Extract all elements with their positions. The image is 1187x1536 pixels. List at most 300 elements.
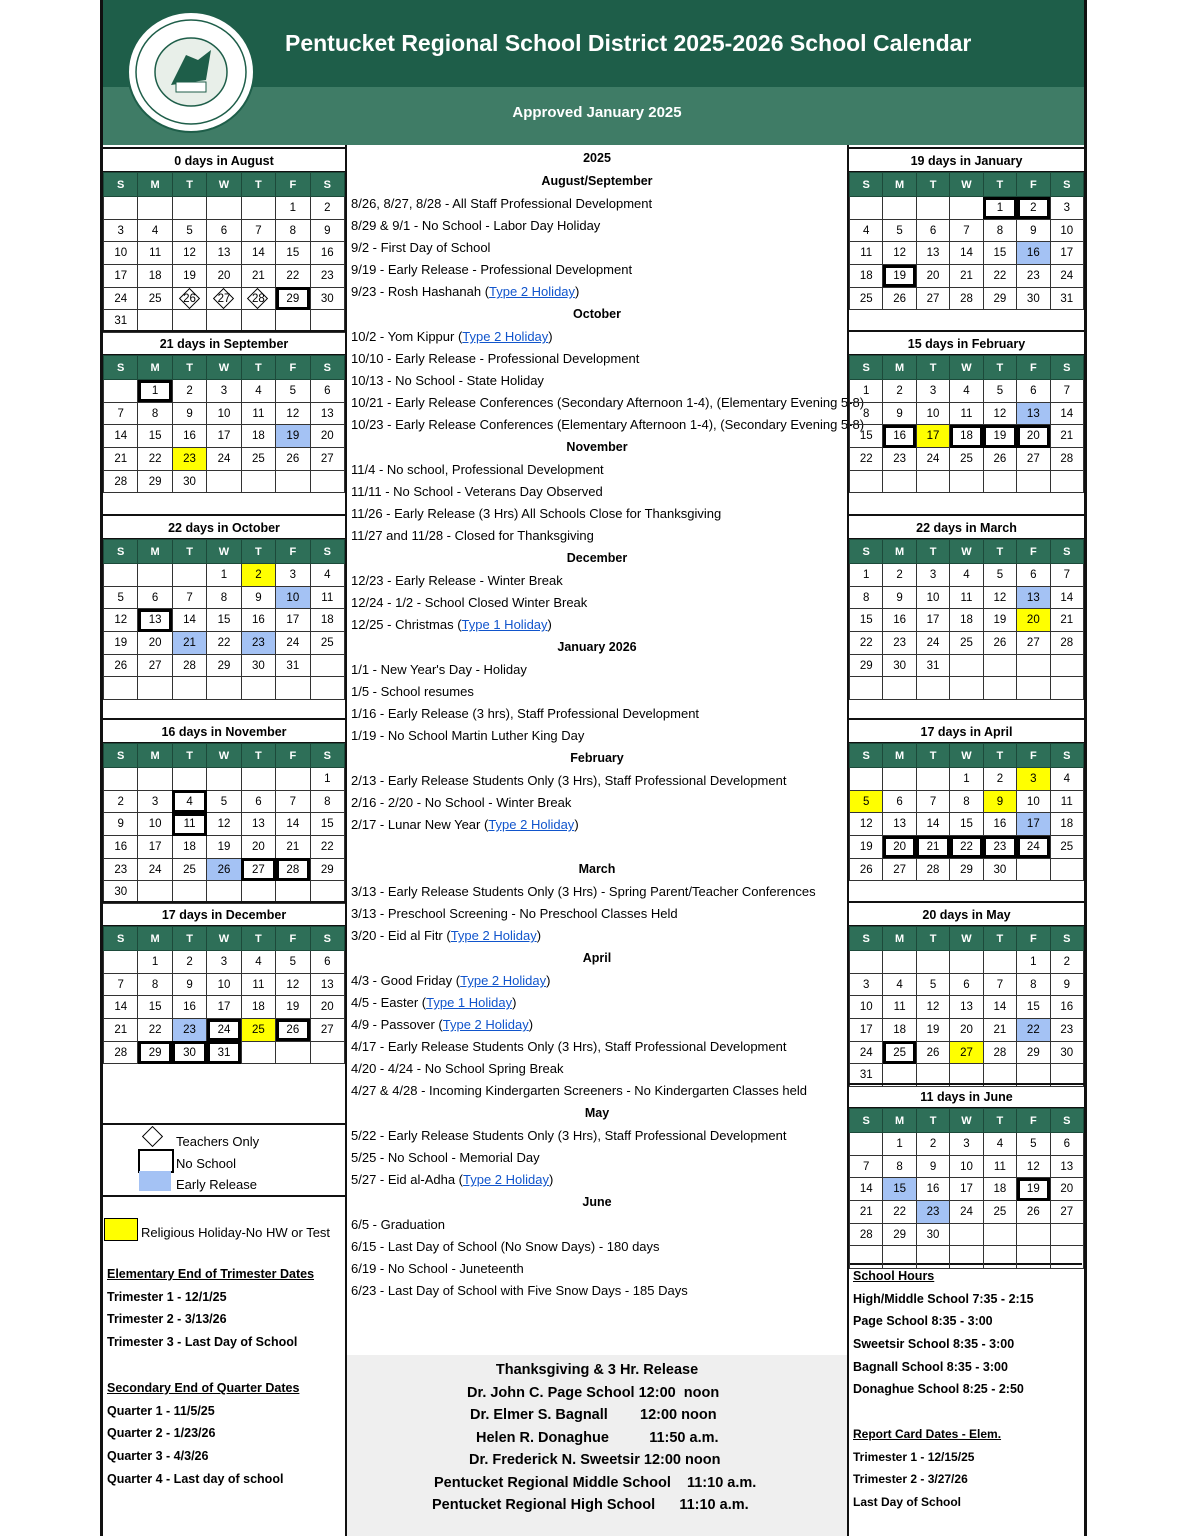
event-item — [347, 392, 865, 414]
weekday-header: T — [241, 356, 275, 380]
day-number: 31 — [114, 315, 128, 328]
weekday-header: F — [1017, 1109, 1050, 1133]
day-cell — [950, 564, 983, 587]
day-number: 10 — [926, 591, 940, 604]
day-number: 15 — [960, 818, 973, 831]
day-cell — [276, 425, 310, 448]
weekday-header: T — [916, 1109, 949, 1133]
day-number: 20 — [252, 840, 265, 853]
day-number: 18 — [960, 430, 973, 443]
holiday-type-link[interactable]: Type 2 Holiday — [489, 284, 576, 299]
day-number: 22 — [148, 1023, 162, 1036]
day-number: 2 — [996, 772, 1004, 785]
day-cell — [983, 265, 1016, 288]
day-number: 1 — [289, 201, 297, 214]
day-cell — [983, 951, 1016, 974]
quarter-item: Quarter 3 - 4/3/26 — [107, 1449, 209, 1464]
day-number: 11 — [183, 818, 196, 831]
day-number: 18 — [252, 430, 265, 443]
day-cell — [207, 768, 241, 791]
event-text: 1/19 - No School Martin Luther King Day — [351, 728, 585, 743]
day-number: 23 — [993, 840, 1007, 853]
release-item: Dr. Elmer S. Bagnall 12:00 noon — [470, 1407, 717, 1423]
day-number: 27 — [926, 292, 940, 305]
day-cell — [104, 1019, 138, 1042]
day-number: 7 — [1063, 384, 1070, 397]
day-number: 18 — [183, 840, 196, 853]
day-number: 27 — [320, 1023, 334, 1036]
section-heading: January 2026 — [557, 640, 637, 654]
day-cell — [916, 632, 949, 655]
weekday-header: S — [1050, 1109, 1083, 1133]
event-text: 3/13 - Early Release Students Only (3 Hrs) - Spring Parent/Teacher Conferences — [351, 884, 816, 899]
day-cell — [276, 242, 310, 265]
weekday-header: S — [104, 744, 138, 768]
event-item — [347, 903, 847, 925]
day-cell — [850, 996, 883, 1019]
school-hours-item: Donaghue School 8:25 - 2:50 — [853, 1382, 1024, 1397]
day-number: 19 — [217, 840, 231, 853]
day-cell — [950, 836, 983, 859]
day-number: 11 — [960, 591, 973, 604]
day-number: 6 — [1030, 384, 1037, 397]
event-text: 11/11 - No School - Veterans Day Observed — [351, 484, 603, 499]
day-cell — [1050, 586, 1083, 609]
day-number: 19 — [993, 430, 1007, 443]
day-number: 30 — [183, 1046, 196, 1059]
trimester-heading: Elementary End of Trimester Dates — [107, 1267, 315, 1281]
day-cell — [104, 609, 138, 632]
day-number: 24 — [217, 452, 231, 465]
weekday-header: W — [207, 927, 241, 951]
day-cell — [950, 1201, 983, 1224]
weekday-header: F — [276, 540, 310, 564]
day-cell — [883, 242, 916, 265]
day-cell — [172, 790, 206, 813]
day-cell — [1050, 951, 1083, 974]
day-cell — [1017, 632, 1050, 655]
day-number: 19 — [286, 430, 300, 443]
day-cell — [850, 677, 883, 700]
weekday-header: W — [950, 927, 983, 951]
day-number: 11 — [1060, 795, 1073, 808]
day-number: 30 — [1026, 292, 1040, 305]
day-cell — [916, 768, 949, 791]
day-number: 12 — [217, 818, 231, 831]
day-number: 3 — [220, 384, 228, 397]
day-number: 22 — [1026, 1023, 1040, 1036]
section-heading: March — [578, 862, 616, 876]
day-cell — [172, 197, 206, 220]
day-cell — [916, 677, 949, 700]
day-number: 13 — [217, 247, 231, 260]
day-cell — [1017, 1133, 1050, 1156]
event-text: 1/1 - New Year's Day - Holiday — [351, 662, 527, 677]
day-cell — [207, 790, 241, 813]
event-text: 2/13 - Early Release Students Only (3 Hrs), Staff Professional Development — [351, 773, 787, 788]
day-number: 20 — [320, 430, 334, 443]
day-cell — [983, 586, 1016, 609]
day-cell — [207, 609, 241, 632]
event-item — [347, 370, 847, 392]
day-number: 10 — [148, 818, 162, 831]
weekday-header: W — [950, 744, 983, 768]
day-cell — [1050, 219, 1083, 242]
day-number: 4 — [896, 978, 903, 991]
day-cell — [883, 1246, 916, 1269]
day-cell — [104, 654, 138, 677]
day-number: 3 — [220, 955, 228, 968]
event-text: 12/25 - Christmas ( — [351, 617, 462, 632]
holiday-type-link[interactable]: Type 1 Holiday — [461, 617, 548, 632]
day-cell — [1017, 1246, 1050, 1269]
event-item — [347, 1036, 847, 1058]
event-text: 9/2 - First Day of School — [351, 240, 491, 255]
day-cell — [241, 564, 275, 587]
day-cell — [172, 1019, 206, 1042]
day-number: 12 — [114, 614, 128, 627]
day-number: 20 — [1060, 1183, 1074, 1196]
day-cell — [138, 1019, 172, 1042]
day-cell — [983, 609, 1016, 632]
weekday-header: S — [1050, 927, 1083, 951]
day-number: 25 — [148, 292, 162, 305]
day-cell — [916, 219, 949, 242]
day-number: 22 — [286, 269, 300, 282]
holiday-type-link[interactable]: Type 2 Holiday — [442, 1017, 529, 1032]
day-number: 1 — [863, 568, 870, 581]
day-cell — [1050, 265, 1083, 288]
month-calendar — [849, 1083, 1084, 1269]
day-number: 4 — [963, 384, 970, 397]
day-cell — [850, 609, 883, 632]
day-number: 27 — [1060, 1205, 1074, 1218]
holiday-type-link[interactable]: Type 1 Holiday — [426, 995, 513, 1010]
event-item — [347, 570, 847, 592]
event-item — [347, 1236, 847, 1258]
day-number: 7 — [1063, 568, 1070, 581]
event-text: 1/5 - School resumes — [351, 684, 474, 699]
day-number: 12 — [926, 1001, 940, 1014]
release-item: Pentucket Regional Middle School 11:10 a.m. — [434, 1474, 757, 1491]
day-number: 6 — [896, 795, 903, 808]
day-number: 17 — [1026, 818, 1040, 831]
day-cell — [883, 768, 916, 791]
day-cell — [916, 951, 949, 974]
day-cell — [850, 242, 883, 265]
day-number: 9 — [896, 591, 903, 604]
day-number: 17 — [217, 1001, 231, 1014]
month-grid — [103, 926, 345, 1064]
day-number: 21 — [926, 840, 940, 853]
day-number: 7 — [117, 978, 124, 991]
day-number: 30 — [320, 292, 334, 305]
day-number: 19 — [893, 269, 907, 282]
day-number: 1 — [151, 384, 159, 397]
day-cell — [950, 1246, 983, 1269]
day-number: 15 — [859, 614, 873, 627]
day-number: 4 — [186, 795, 193, 808]
day-cell — [276, 1041, 310, 1064]
month-grid — [849, 743, 1084, 881]
day-number: 10 — [1026, 795, 1040, 808]
day-number: 7 — [963, 224, 970, 237]
month-calendar — [103, 514, 345, 700]
day-cell — [1050, 1133, 1083, 1156]
day-number: 2 — [186, 955, 193, 968]
event-text: 2/17 - Lunar New Year ( — [351, 817, 489, 832]
day-number: 9 — [1063, 978, 1070, 991]
day-number: 29 — [148, 1046, 162, 1059]
day-number: 1 — [963, 772, 970, 785]
school-hours-item: Page School 8:35 - 3:00 — [853, 1314, 993, 1329]
weekday-header: W — [950, 356, 983, 380]
holiday-type-link[interactable]: Type 2 Holiday — [460, 973, 547, 988]
day-cell — [1050, 448, 1083, 471]
day-number: 16 — [926, 1183, 940, 1196]
day-cell — [207, 677, 241, 700]
day-number: 13 — [960, 1001, 973, 1014]
legend-no-school: No School — [176, 1156, 236, 1171]
day-number: 2 — [896, 568, 903, 581]
day-cell — [310, 197, 344, 220]
day-cell — [310, 564, 344, 587]
event-text-end: ) — [548, 329, 553, 344]
day-number: 3 — [1030, 772, 1037, 785]
holiday-type-link[interactable]: Type 2 Holiday — [463, 1172, 550, 1187]
day-cell — [104, 790, 138, 813]
day-number: 21 — [252, 269, 265, 282]
day-cell — [1017, 813, 1050, 836]
day-number: 20 — [217, 269, 231, 282]
day-cell — [172, 586, 206, 609]
weekday-header: S — [850, 927, 883, 951]
day-cell — [883, 632, 916, 655]
day-number: 28 — [286, 863, 300, 876]
day-cell — [276, 470, 310, 493]
weekday-header: T — [241, 744, 275, 768]
day-number: 20 — [926, 269, 940, 282]
weekday-header: W — [950, 1109, 983, 1133]
day-number: 19 — [859, 840, 873, 853]
day-cell — [950, 1133, 983, 1156]
day-number: 19 — [114, 636, 128, 649]
events-list — [347, 145, 865, 1302]
day-cell — [916, 1223, 949, 1246]
day-number: 25 — [183, 863, 196, 876]
day-cell — [241, 973, 275, 996]
month-grid — [849, 539, 1084, 700]
day-number: 6 — [963, 978, 970, 991]
weekday-header: T — [983, 173, 1016, 197]
day-cell — [172, 448, 206, 471]
event-item — [347, 1125, 847, 1147]
event-text: 12/24 - 1/2 - School Closed Winter Break — [351, 595, 588, 610]
weekday-header: W — [950, 173, 983, 197]
day-cell — [916, 197, 949, 220]
day-cell — [916, 790, 949, 813]
day-number: 10 — [286, 591, 300, 604]
day-cell — [172, 973, 206, 996]
day-cell — [172, 813, 206, 836]
day-number: 29 — [859, 659, 873, 672]
month-grid — [103, 539, 345, 700]
day-number: 1 — [1030, 955, 1037, 968]
day-cell — [104, 287, 138, 310]
day-number: 12 — [993, 407, 1007, 420]
left-column — [103, 145, 347, 1536]
day-number: 30 — [993, 863, 1007, 876]
day-cell — [916, 470, 949, 493]
day-cell — [241, 790, 275, 813]
day-number: 3 — [863, 978, 870, 991]
quarter-heading: Secondary End of Quarter Dates — [107, 1381, 300, 1395]
month-calendar — [103, 330, 345, 493]
day-cell — [241, 677, 275, 700]
day-cell — [104, 951, 138, 974]
day-cell — [883, 586, 916, 609]
day-number: 4 — [1063, 772, 1070, 785]
day-cell — [276, 836, 310, 859]
day-number: 13 — [148, 614, 162, 627]
day-cell — [850, 1223, 883, 1246]
day-number: 29 — [993, 292, 1007, 305]
event-text: 6/23 - Last Day of School with Five Snow Days - 185 Days — [351, 1283, 688, 1298]
day-cell — [883, 654, 916, 677]
day-cell — [1050, 768, 1083, 791]
day-number: 10 — [217, 407, 231, 420]
day-cell — [1050, 1223, 1083, 1246]
event-text: 4/9 - Passover ( — [351, 1017, 443, 1032]
event-text: 5/25 - No School - Memorial Day — [351, 1150, 540, 1165]
day-cell — [207, 1019, 241, 1042]
day-cell — [310, 380, 344, 403]
event-item — [347, 237, 847, 259]
day-number: 12 — [859, 818, 873, 831]
day-cell — [310, 470, 344, 493]
day-number: 7 — [863, 1160, 870, 1173]
day-cell — [1050, 790, 1083, 813]
day-number: 20 — [893, 840, 907, 853]
day-number: 26 — [286, 1023, 300, 1036]
section-heading: November — [566, 440, 628, 454]
day-cell — [172, 380, 206, 403]
weekday-header: S — [1050, 744, 1083, 768]
day-cell — [241, 470, 275, 493]
day-cell — [950, 996, 983, 1019]
event-text: 3/13 - Preschool Screening - No Preschool Classes Held — [351, 906, 678, 921]
holiday-type-link[interactable]: Type 2 Holiday — [462, 329, 549, 344]
day-number: 11 — [860, 247, 873, 260]
day-cell — [1050, 677, 1083, 700]
day-number: 8 — [863, 407, 870, 420]
day-number: 21 — [286, 840, 300, 853]
weekday-header: T — [916, 173, 949, 197]
day-cell — [983, 197, 1016, 220]
month-title: 16 days in November — [103, 718, 345, 743]
day-cell — [138, 564, 172, 587]
day-cell — [276, 813, 310, 836]
day-cell — [104, 402, 138, 425]
day-cell — [1050, 402, 1083, 425]
day-number: 10 — [217, 978, 231, 991]
day-cell — [138, 448, 172, 471]
event-text-end: ) — [574, 817, 579, 832]
day-cell — [276, 858, 310, 881]
day-cell — [310, 242, 344, 265]
day-cell — [916, 448, 949, 471]
day-number: 23 — [1060, 1023, 1074, 1036]
holiday-type-link[interactable]: Type 2 Holiday — [450, 928, 537, 943]
day-cell — [172, 265, 206, 288]
day-number: 23 — [183, 452, 196, 465]
day-cell — [916, 1246, 949, 1269]
day-number: 28 — [926, 863, 940, 876]
day-cell — [1017, 1223, 1050, 1246]
day-cell — [983, 402, 1016, 425]
day-cell — [310, 951, 344, 974]
day-cell — [310, 768, 344, 791]
holiday-type-link[interactable]: Type 2 Holiday — [488, 817, 575, 832]
weekday-header: M — [138, 540, 172, 564]
day-cell — [172, 654, 206, 677]
day-number: 14 — [993, 1001, 1007, 1014]
weekday-header: S — [1050, 540, 1083, 564]
day-number: 3 — [963, 1137, 970, 1150]
weekday-header: F — [1017, 540, 1050, 564]
day-cell — [983, 632, 1016, 655]
day-cell — [1050, 858, 1083, 881]
day-number: 11 — [252, 407, 265, 420]
month-title: 15 days in February — [849, 330, 1084, 355]
day-cell — [983, 1178, 1016, 1201]
day-cell — [310, 790, 344, 813]
day-number: 19 — [993, 614, 1007, 627]
day-number: 18 — [148, 269, 162, 282]
weekday-header: F — [276, 927, 310, 951]
day-number: 3 — [289, 568, 297, 581]
day-cell — [1050, 973, 1083, 996]
day-cell — [276, 219, 310, 242]
day-cell — [276, 380, 310, 403]
day-cell — [172, 768, 206, 791]
day-cell — [950, 1223, 983, 1246]
day-number: 30 — [252, 659, 265, 672]
day-number: 23 — [893, 452, 907, 465]
weekday-header: T — [172, 927, 206, 951]
day-number: 5 — [117, 591, 124, 604]
day-cell — [1050, 197, 1083, 220]
day-cell — [310, 402, 344, 425]
day-cell — [950, 813, 983, 836]
day-cell — [207, 973, 241, 996]
day-cell — [850, 1201, 883, 1224]
diamond-icon — [142, 1126, 163, 1147]
section-heading: February — [570, 751, 624, 765]
day-number: 3 — [151, 795, 159, 808]
day-number: 11 — [893, 1001, 906, 1014]
weekday-header: T — [983, 744, 1016, 768]
day-cell — [276, 287, 310, 310]
day-cell — [950, 219, 983, 242]
day-cell — [310, 219, 344, 242]
day-cell — [950, 858, 983, 881]
day-cell — [276, 197, 310, 220]
weekday-header: S — [310, 356, 344, 380]
day-cell — [850, 197, 883, 220]
day-number: 4 — [324, 568, 331, 581]
day-cell — [241, 1041, 275, 1064]
